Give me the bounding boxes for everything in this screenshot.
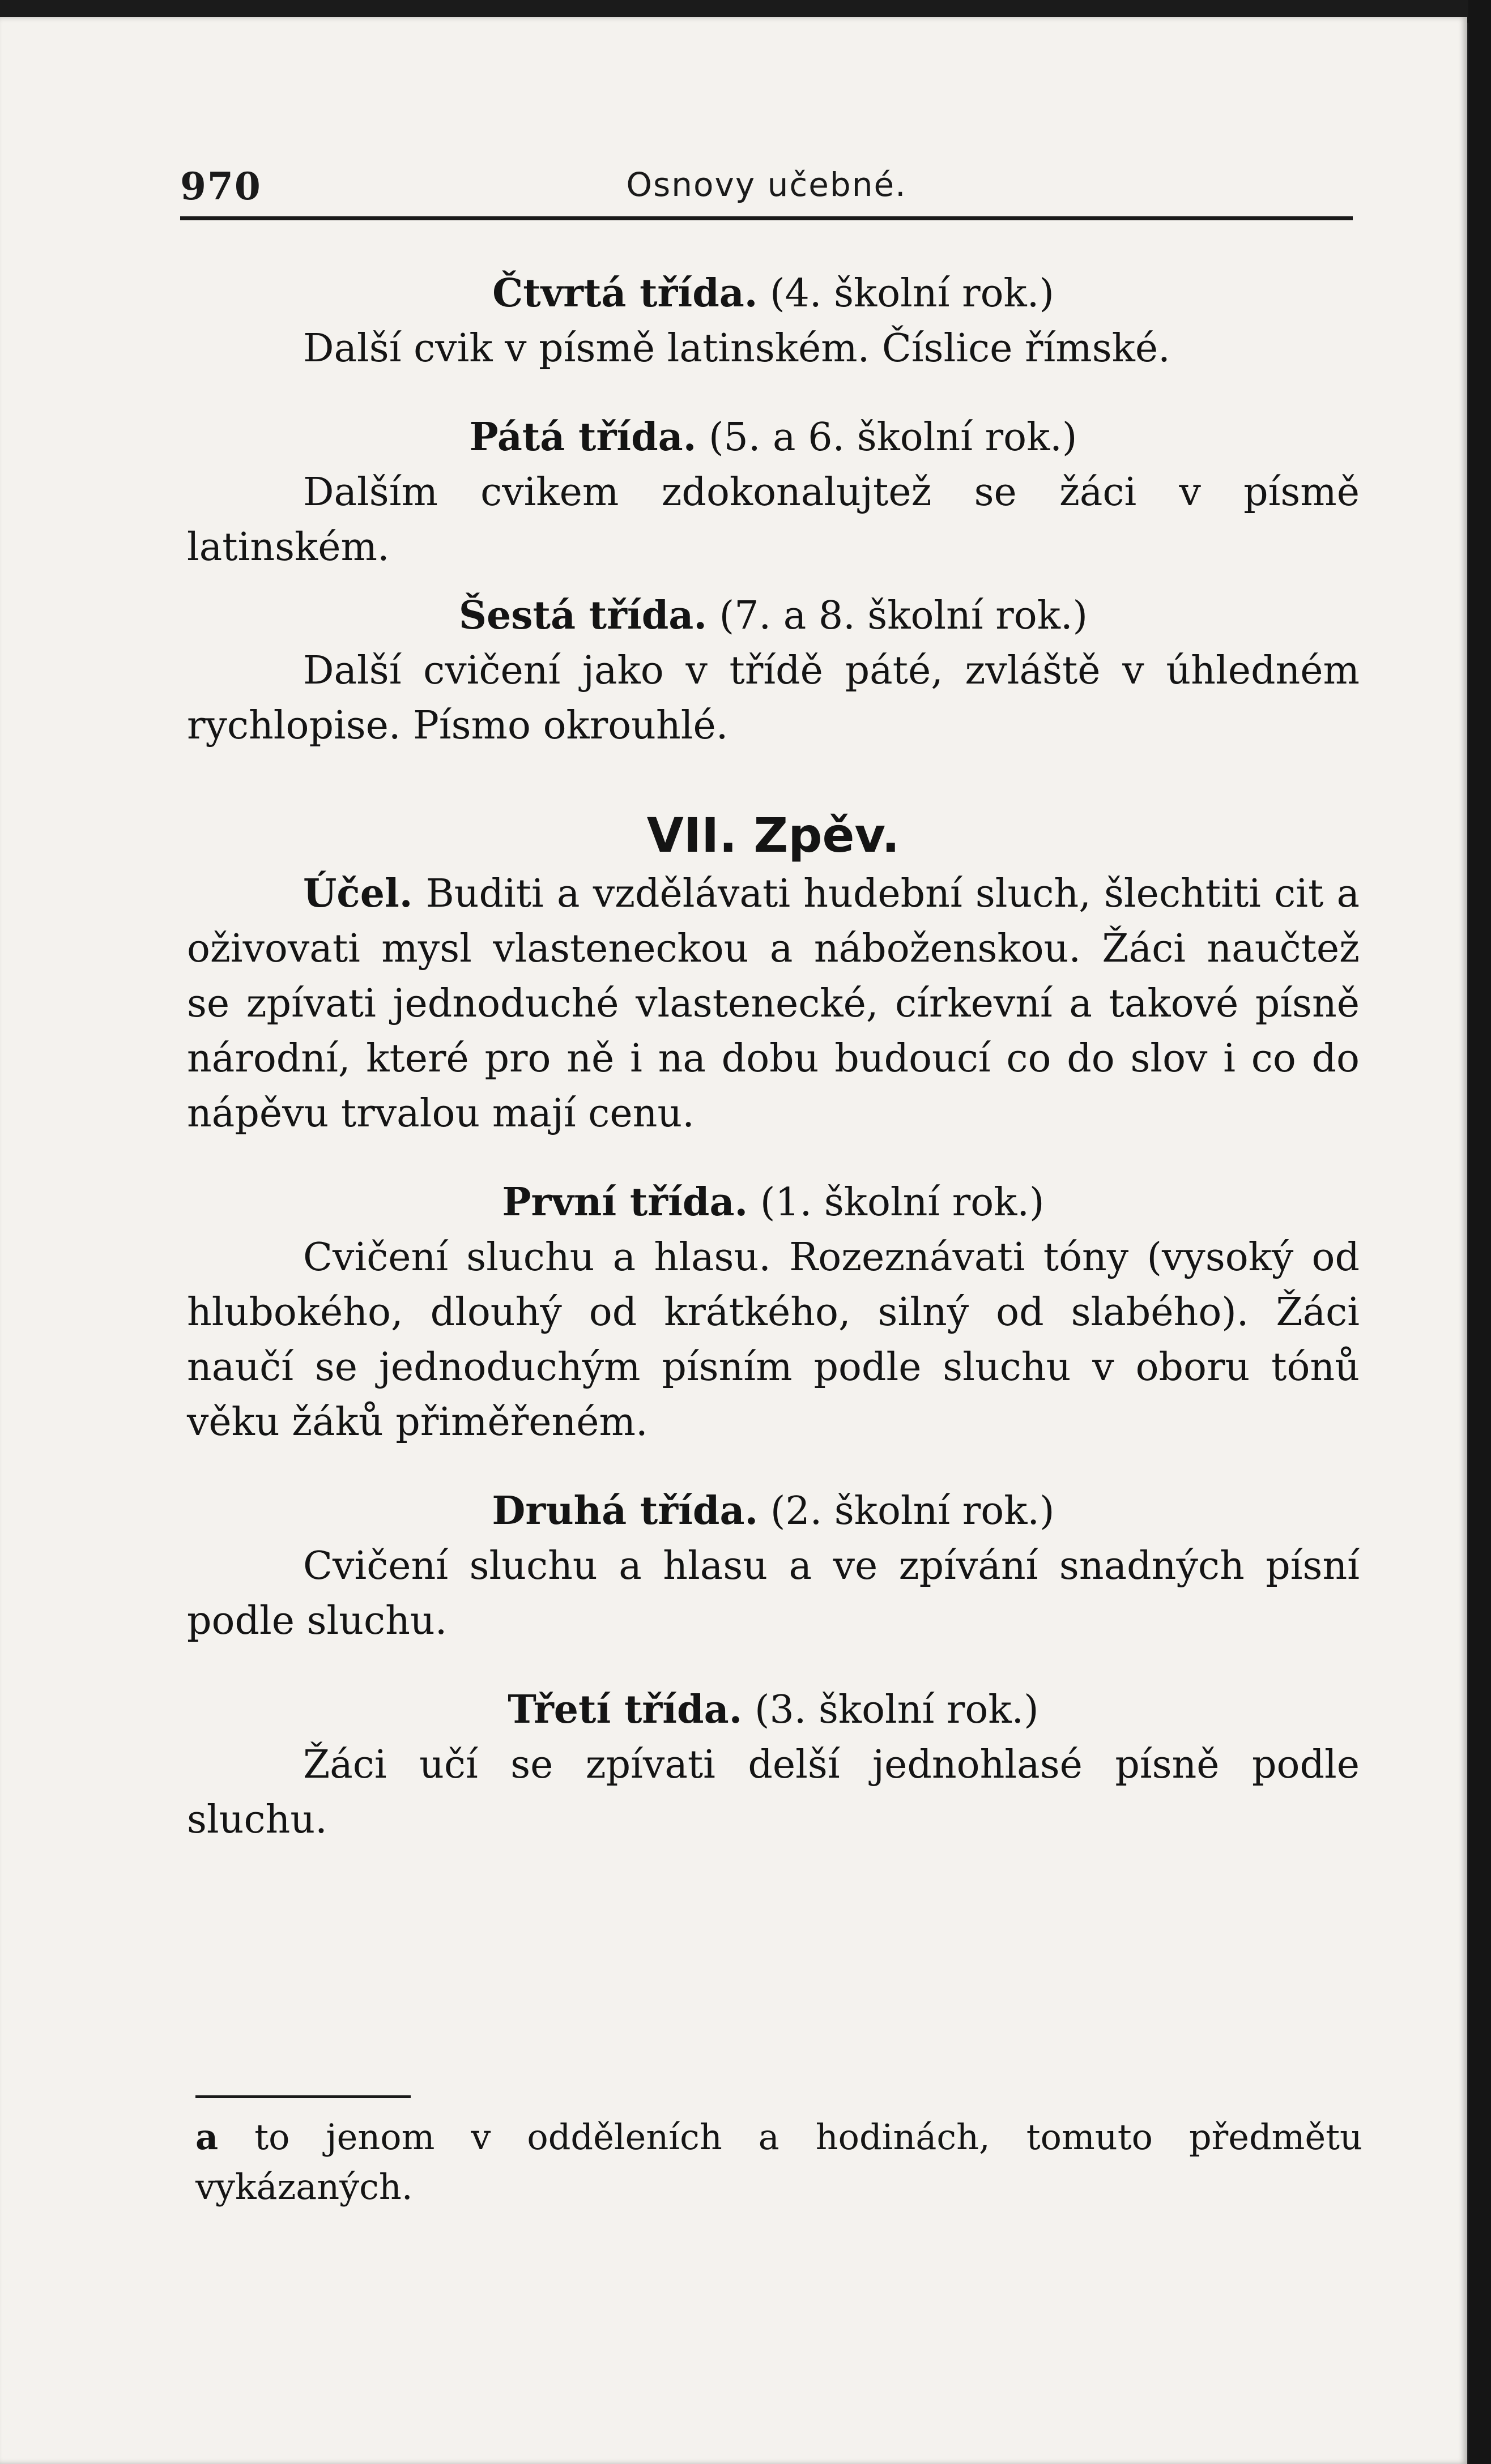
- page-content: [187, 266, 1360, 1847]
- section-heading-sesta: [187, 588, 1360, 643]
- class-heading-detail: (2. školní rok.): [770, 1489, 1055, 1534]
- class-heading-treti: [187, 1682, 1360, 1737]
- chapter-text: [187, 866, 1360, 1141]
- class-heading-title: První třída.: [502, 1180, 748, 1225]
- scan-edge-right: [1468, 0, 1491, 2464]
- chapter-body: Buditi a vzdělávati hudební sluch, šlechtiti cit a oživovati mysl vlasteneckou a náboženskou. Žáci naučtež se zpívati jednoduché vlastenecké, církevní a takové písně národní, které pro ně i na dobu budoucí co do slov i co do nápěvu trvalou mají cenu.: [187, 872, 1360, 1136]
- section-heading-detail: (7. a 8. školní rok.): [719, 593, 1088, 638]
- section-heading-title: Pátá třída.: [469, 415, 697, 460]
- section-heading-detail: (5. a 6. školní rok.): [709, 415, 1077, 460]
- footnote-text: to jenom v odděleních a hodinách, tomuto předmětu vykázaných.: [195, 2116, 1362, 2207]
- class-heading-prvni: [187, 1175, 1360, 1230]
- class-heading-title: Druhá třída.: [492, 1488, 759, 1534]
- footnote: [195, 2112, 1362, 2212]
- chapter-lead: Účel.: [303, 871, 413, 916]
- running-title: Osnovy učebné.: [626, 165, 907, 204]
- class-heading-detail: (3. školní rok.): [754, 1688, 1039, 1732]
- page-header: [180, 147, 1353, 215]
- section-heading-title: Šestá třída.: [458, 593, 708, 638]
- section-heading-title: Čtvrtá třída.: [492, 271, 758, 316]
- book-page: [0, 17, 1467, 2464]
- class-text-prvni: Cvičení sluchu a hlasu. Rozeznávati tóny (vysoký od hlubokého, dlouhý od krátkého, silný od slabého). Žáci naučí se jednoduchým písním podle sluchu v oboru tónů věku žáků přiměřeném.: [187, 1235, 1360, 1445]
- class-text-treti: Žáci učí se zpívati delší jednohlasé písně podle sluchu.: [187, 1743, 1360, 1842]
- section-text-sesta: Další cvičení jako v třídě páté, zvláště v úhledném rychlopise. Písmo okrouhlé.: [187, 648, 1360, 748]
- footnote-mark: a: [195, 2116, 219, 2158]
- section-heading-ctvrta: [187, 266, 1360, 321]
- chapter-title: VII. Zpěv.: [646, 808, 900, 863]
- section-heading-pata: [187, 410, 1360, 465]
- section-heading-detail: (4. školní rok.): [770, 271, 1054, 316]
- class-heading-title: Třetí třída.: [508, 1687, 743, 1732]
- class-text-druha: Cvičení sluchu a hlasu a ve zpívání snadných písní podle sluchu.: [187, 1544, 1360, 1643]
- class-heading-druha: [187, 1484, 1360, 1539]
- page-number: 970: [180, 164, 262, 208]
- section-text-pata: Dalším cvikem zdokonalujtež se žáci v písmě latinském.: [187, 470, 1360, 570]
- header-rule: [180, 216, 1353, 220]
- section-text-ctvrta: Další cvik v písmě latinském. Číslice římské.: [303, 326, 1170, 371]
- footnote-rule: [195, 2095, 411, 2098]
- class-heading-detail: (1. školní rok.): [760, 1180, 1045, 1225]
